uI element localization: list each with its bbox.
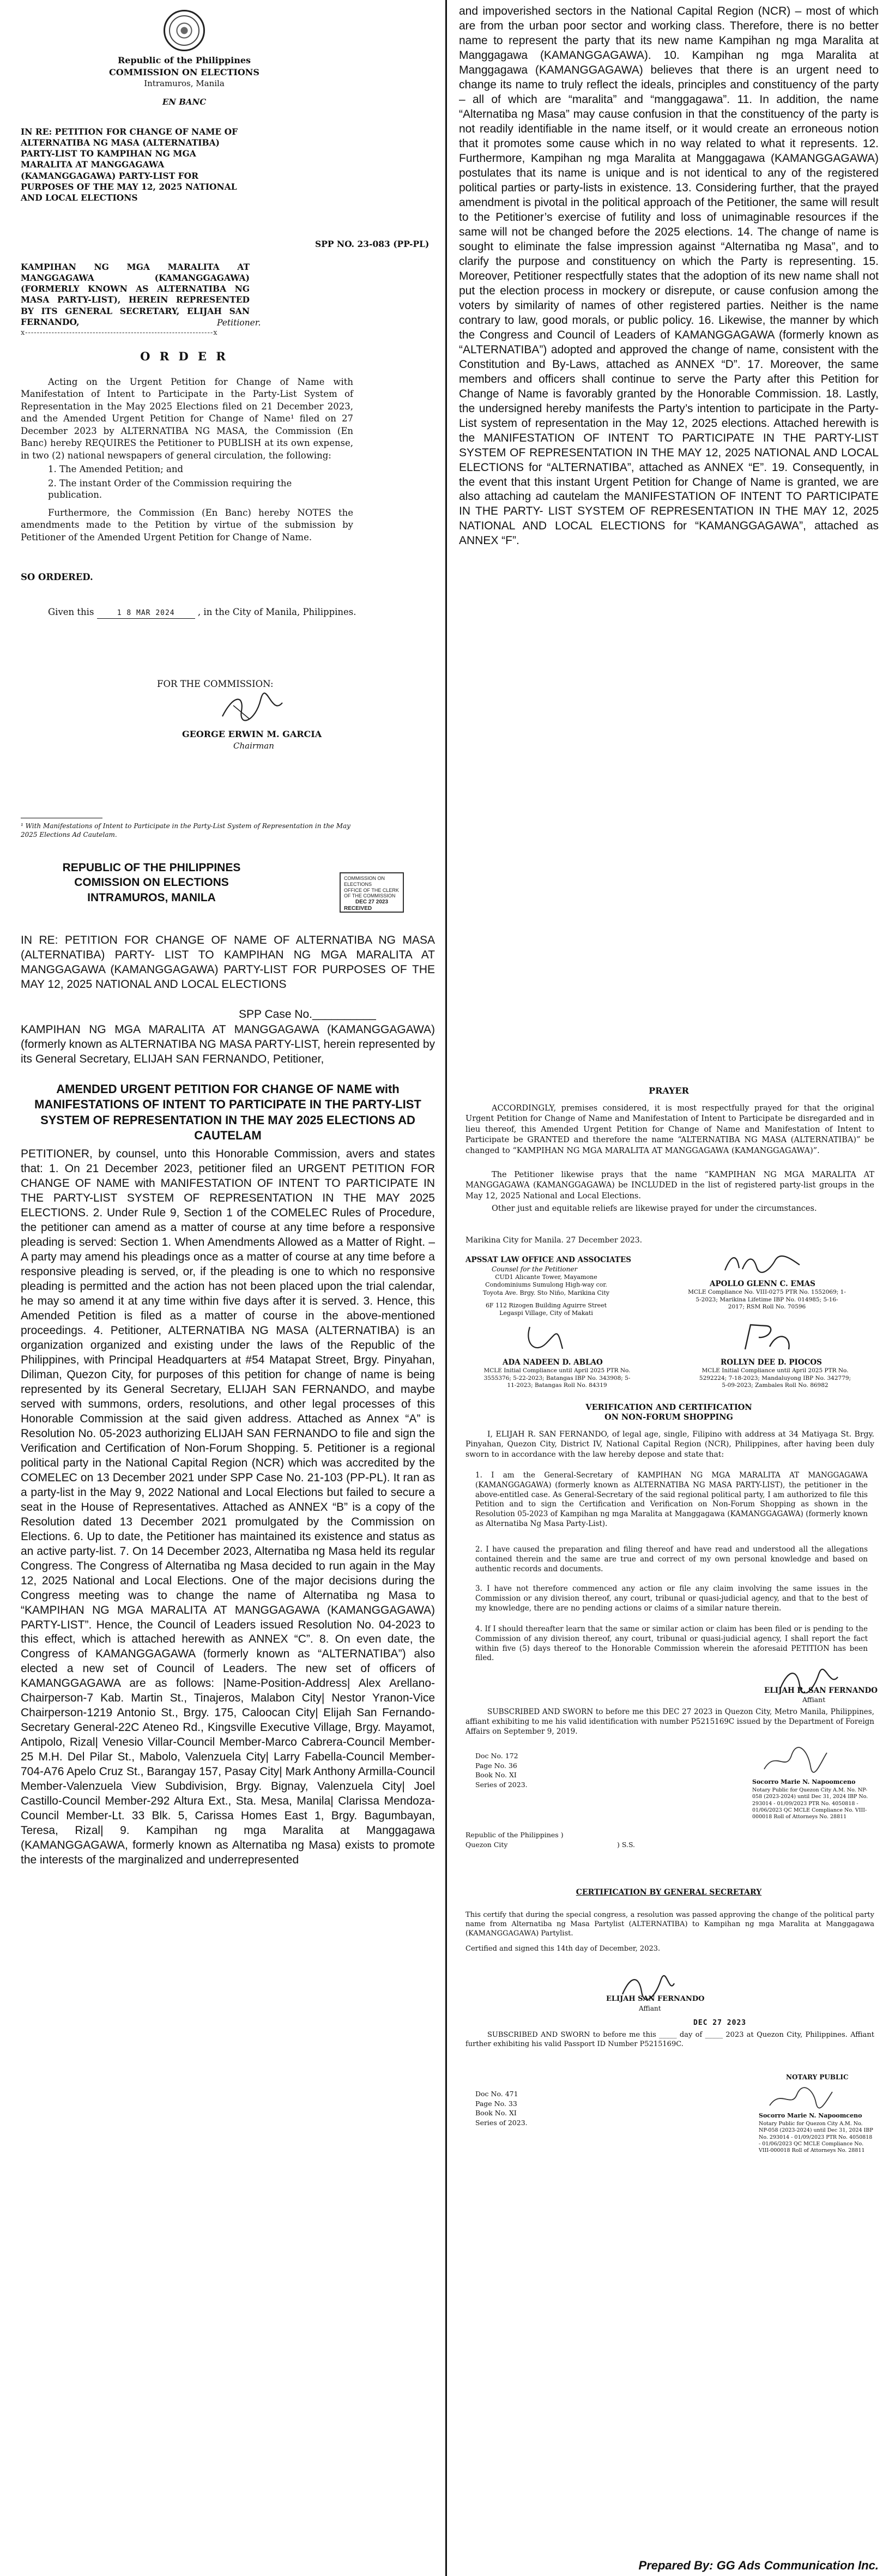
- left-column: [10, 0, 440, 2576]
- order-body-2: Furthermore, the Commission (En Banc) hereby NOTES the amendments made to the Petition by virtue of the submission by Petitioner of the Amended Urgent Petition for Change of Name.: [21, 508, 353, 542]
- footer-credit: Prepared By: GG Ads Communication Inc.: [638, 2559, 879, 2572]
- verification-item-3: 3. I have not therefore commenced any action or file any claim involving the same issues in the Commission or any division thereof, any court, tribunal or quasi-judicial agency, and that to the best of my knowledge, there are no pending actions or claims of a similar nature therein.: [475, 1584, 868, 1613]
- republic-line: Republic of the Philippines: [117, 55, 251, 65]
- comelec-seal-icon: [164, 10, 205, 51]
- certification-notary-details: Notary Public for Quezon City A.M. No. NP-058 (2023-2024) until Dec 31, 2024 IBP No. 293014 - 01/09/2023 PTR No. 4050818 - 01/06/2023 QC MCLE Compliance No. VIII-000018 Roll of Attorneys No. 28811: [759, 2121, 873, 2154]
- caption-separator: x----------------------------------------------------------------x: [21, 329, 218, 337]
- given-post: , in the City of Manila, Philippines.: [197, 607, 356, 617]
- case-caption: IN RE: PETITION FOR CHANGE OF NAME OF ALTERNATIBA NG MASA (ALTERNATIBA) PARTY-LIST TO KAMPIHAN NG MGA MARALITA AT MANGGAGAWA (KAMANGGAGAWA) PARTY-LIST FOR PURPOSES OF THE MAY 12, 2025 NATIONAL AND LOCAL ELECTIONS: [21, 126, 238, 203]
- certification-notary-name: Socorro Marie N. Napoomceno: [759, 2112, 862, 2119]
- stamp-date: DEC 27 2023: [355, 899, 389, 906]
- petition-header-3: INTRAMUROS, MANILA: [87, 891, 216, 904]
- law-firm-address-2: 6F 112 Rizogen Building Aguirre Street Legaspi Village, City of Makati: [485, 1302, 607, 1317]
- order-body-1: Acting on the Urgent Petition for Change of Name with Manifestation of Intent to Participate in the Party-List System of Representation in the May 2025 Elections filed on 21 December 2023, and the Amended Urgent Petition for Change of Name¹ filed on 27 December 2023 by ALTERNATIBA NG MASA, the Commission (En Banc) hereby REQUIRES the Petitioner to PUBLISH at its own expense, in two (2) national newspapers of general circulation, the following:: [21, 377, 353, 461]
- given-pre: Given this: [48, 607, 94, 617]
- verification-sworn: SUBSCRIBED AND SWORN to before me this DEC 27 2023 in Quezon City, Metro Manila, Philippines, affiant exhibiting to me his valid identification with number P5215169C issued by the Department of Foreign Affairs on September 9, 2019.: [465, 1708, 874, 1736]
- petition-caption: IN RE: PETITION FOR CHANGE OF NAME OF ALTERNATIBA NG MASA (ALTERNATIBA) PARTY- LIST TO KAMPIHAN NG MGA MARALITA AT MANGGAGAWA (KAMANGGAGAWA) PARTY-LIST FOR PURPOSES OF THE MAY 12, 2025 NATIONAL AND LOCAL ELECTIONS: [21, 934, 435, 991]
- law-firm-address: CUD1 Alicante Tower, Mayamone Condominiums Sumulong High-way cor. Toyota Ave. Brgy. Sto Niño, Marikina City: [482, 1274, 610, 1296]
- verification-book-no: Book No. XI: [475, 1771, 517, 1779]
- certification-series: Series of 2023.: [475, 2118, 528, 2127]
- chairman-name: GEORGE ERWIN M. GARCIA: [182, 729, 322, 739]
- column-divider: [445, 0, 447, 2576]
- prayer-p3: Other just and equitable reliefs are likewise prayed for under the circumstances.: [492, 1204, 817, 1213]
- order-footnote: ¹ With Manifestations of Intent to Participate in the Party-List System of Representation in the May 2025 Elections Ad Cautelam.: [21, 822, 350, 838]
- lawyer-2-signature-icon: [519, 1322, 573, 1360]
- affiant-label: Affiant: [802, 1696, 826, 1704]
- verification-doc-no: Doc No. 172: [475, 1752, 518, 1760]
- order-title: O R D E R: [140, 349, 228, 363]
- certification-affiant: Affiant: [639, 2005, 661, 2012]
- stamp-line-2: OFFICE OF THE CLERK OF THE COMMISSION: [344, 887, 399, 899]
- lawyer-2-info: MCLE Initial Compliance until April 2025 PTR No. 3555376; 5-22-2023; Batangas IBP No. 343908; 5-11-2023; Batangas Roll No. 84319: [483, 1367, 631, 1389]
- chairman-signature-icon: [217, 689, 288, 727]
- petition-header-1: REPUBLIC OF THE PHILIPPINES: [62, 861, 241, 874]
- for-commission: FOR THE COMMISSION:: [157, 679, 274, 689]
- en-banc-label: EN BANC: [162, 97, 207, 107]
- prayer-title: PRAYER: [649, 1085, 689, 1096]
- certification-notary-signature-icon: [764, 2084, 835, 2111]
- prayer-p1: ACCORDINGLY, premises considered, it is most respectfully prayed for that the original Urgent Petition for Change of Name and Manifestation of Intent to Participate be disregarded and in lieu thereof, this Amended Urgent Petition for Change of Name and Manifestation of Intent to Participate be GRANTED and therefore the name “ALTERNATIBA NG MASA (ALTERNATIBA)” be changed to “KAMPIHAN NG MGA MARALITA AT MANGGAGAWA (KAMANGGAGAWA)”.: [465, 1104, 874, 1155]
- spp-number: SPP NO. 23-083 (PP-PL): [315, 239, 430, 249]
- order-item-1: 1. The Amended Petition; and: [48, 464, 184, 474]
- stamp-received: RECEIVED: [344, 906, 372, 912]
- verification-series: Series of 2023.: [475, 1780, 528, 1789]
- lawyer-2-name: ADA NADEEN D. ABLAO: [503, 1358, 603, 1367]
- ss-venue: ) S.S.: [617, 1841, 636, 1849]
- notary-public-label: NOTARY PUBLIC: [786, 2073, 849, 2081]
- given-date-stamp: 1 8 MAR 2024: [97, 608, 195, 619]
- verification-intro: I, ELIJAH R. SAN FERNANDO, of legal age, single, Filipino with address at 34 Matiyaga St. Brgy. Pinyahan, Quezon City, District IV, National Capital Region (NCR), Philippines, after having been duly sworn to in accordance with the law hereby depose and state that:: [465, 1430, 874, 1459]
- order-header: [10, 10, 359, 108]
- lawyer-1-signature-icon: [721, 1248, 802, 1279]
- spp-case-number: SPP Case No.__________: [239, 1008, 376, 1021]
- commission-line: COMMISSION ON ELECTIONS: [109, 67, 259, 77]
- lawyer-3-signature-icon: [737, 1319, 797, 1358]
- certification-certified: Certified and signed this 14th day of December, 2023.: [465, 1945, 661, 1953]
- certification-doc-no: Doc No. 471: [475, 2090, 518, 2098]
- lawyer-1-name: APOLLO GLENN C. EMAS: [710, 1280, 815, 1288]
- certification-sworn-date: DEC 27 2023: [693, 2019, 747, 2027]
- lawyer-3-info: MCLE Initial Compliance until April 2025 PTR No. 5292224; 7-18-2023; Mandaluyong IBP No. 342779; 5-09-2023; Zambales Roll No. 86982: [699, 1367, 851, 1389]
- verification-item-1: 1. I am the General-Secretary of KAMPIHAN NG MGA MARALITA AT MANGGAGAWA (KAMANGGAGAWA) (formerly known as ALTERNATIBA NG MASA PARTY-LIST), the petitioner in the above-entitled case. As General-Secretary of the said regional political party, I am authorized to file this Petition and to sign the Certification and Verification on Non-Forum Shopping as shown in the Resolution 05-2023 of Kampihan ng mga Maralita at Manggagawa (KAMANGGAGAWA) (formerly known as Alternatiba Ng Masa Party-List).: [475, 1471, 868, 1529]
- stamp-line-1: COMMISSION ON ELECTIONS: [344, 876, 385, 887]
- certification-title: CERTIFICATION BY GENERAL SECRETARY: [576, 1888, 762, 1897]
- petition-title: AMENDED URGENT PETITION FOR CHANGE OF NAME with MANIFESTATIONS OF INTENT TO PARTICIPATE IN THE PARTY-LIST SYSTEM OF REPRESENTATION IN THE MAY 2025 ELECTIONS AD CAUTELAM: [34, 1082, 421, 1142]
- petition-petitioner: KAMPIHAN NG MGA MARALITA AT MANGGAGAWA (KAMANGGAGAWA) (formerly known as ALTERNATIBA NG MASA PARTY-LIST, herein represented by its General Secretary, ELIJAH SAN FERNANDO, Petitioner,: [21, 1023, 435, 1065]
- verification-subtitle: ON NON-FORUM SHOPPING: [604, 1413, 733, 1422]
- certification-doc-block: [475, 2089, 528, 2127]
- chairman-title: Chairman: [233, 741, 274, 751]
- right-column: [453, 0, 884, 2576]
- law-firm: APSSAT LAW OFFICE AND ASSOCIATES: [465, 1256, 631, 1264]
- affiant-name: ELIJAH R. SAN FERNANDO: [764, 1686, 878, 1695]
- lawyer-1-info: MCLE Compliance No. VIII-0275 PTR No. 1552069; 1-5-2023; Marikina Lifetime IBP No. 014985; 5-16-2017; RSM Roll No. 70596: [688, 1289, 846, 1311]
- verification-doc-block: [475, 1751, 528, 1789]
- certification-body: This certify that during the special congress, a resolution was passed approving the change of the political party name from Alternatiba ng Masa Partylist (ALTERNATIBA) to Kampihan ng mga Maralita at Manggagawa (KAMANGGAGAWA) Partylist.: [465, 1911, 874, 1938]
- city-line: Intramuros, Manila: [144, 79, 225, 89]
- petition-header-2: COMISSION ON ELECTIONS: [74, 876, 229, 889]
- verification-title: VERIFICATION AND CERTIFICATION: [585, 1403, 752, 1412]
- verification-page-no: Page No. 36: [475, 1761, 517, 1770]
- prayer-place-date: Marikina City for Manila. 27 December 2023.: [465, 1236, 643, 1245]
- republic-venue: Republic of the Philippines ): [465, 1831, 564, 1839]
- petition-body-right: and impoverished sectors in the National Capital Region (NCR) – most of which are from the urban poor sector and working class. Therefore, there is no better name to represent the party that its new name Kampihan ng mga Maralita at Manggagawa (KAMANGGAGAWA). 10. Kampihan ng mga Maralita at Manggagawa (KAMANGGAGAWA) believes that there is an urgent need to change its name to truly reflect the ideals, principles and constituency of the party – all of which are “maralita” and “manggagawa”. 11. In addition, the name “Alternatiba ng Masa” may cause confusion in that the constituency of the party is not readily identifiable in the name itself, or it would create an erroneous notion that it promotes some cause which in no way related to what it represents. 12. Furthermore, Kampihan ng mga Maralita at Manggagawa (KAMANGGAGAWA) postulates that its name is unique and is not identical to any of the registered political parties or party-lists in existence. 13. Considering further, that the prayed amendment is pivotal in the political approach of the Petitioner, the same will result to the Petitioner’s exercise of futility and loss of unimaginable resources if the same will not be changed before the 2025 elections. 14. The change of name is sought to eliminate the false impression against “Alternatiba ng Masa”, and to clarify the purpose and constituency on which the Party is representing. 15. Moreover, Petitioner respectfully states that the adoption of its new name shall not put the election process in mockery or disrepute, or cause confusion among the voters by similarity of names of other registered parties. Neither is the name contrary to law, good morals, or public policy. 16. Likewise, the manner by which the Congress and Council of Leaders of KAMANGGAGAWA (formerly known as “ALTERNATIBA”) adopted and approved the change of name, consistent with the Constitution and By-Laws, attached as ANNEX “D”. 17. Moreover, the same members and officers shall continue to serve the Party after this Petition for Change of Name is favorably granted by the Honorable Commission. 18. Lastly, the undersigned hereby manifests the Party’s intention to participate in the Party-List system of representation in the May 12, 2025 elections. Attached herewith is the MANIFESTATION OF INTENT TO PARTICIPATE IN THE PARTY-LIST SYSTEM OF REPRESENTATION IN THE MAY 12, 2025 NATIONAL AND LOCAL ELECTIONS for “ALTERNATIBA”, attached as ANNEX “E”. 19. Consequently, in the event that this instant Urgent Petition for Change of Name is granted, we are also attaching ad cautelam the MANIFESTATION OF INTENT TO PARTICIPATE IN THE PARTY- LIST SYSTEM OF REPRESENTATION IN THE MAY 12, 2025 NATIONAL AND LOCAL ELECTIONS for “KAMANGGAGAWA”, attached as ANNEX “F”.: [459, 5, 879, 547]
- notary-signature-icon: [759, 1745, 830, 1777]
- petition-body-left: PETITIONER, by counsel, unto this Honorable Commission, avers and states that: 1. On 21 December 2023, petitioner filed an URGENT PETITION FOR CHANGE OF NAME with MANIFESTATION OF INTENT TO PARTICIPATE IN THE PARTY-LIST SYSTEM OF REPRESENTATION IN THE MAY 2025 ELECTIONS. 2. Under Rule 9, Section 1 of the COMELEC Rules of Procedure, the petitioner can amend as a matter of course at any time before a responsive pleading is served: Section 1. When Amendments Allowed as a Matter of Right. – A party may amend his pleadings once as a matter of course at any time before a responsive pleading is served, or, if the pleading is one to which no responsive pleading is permitted and the action has not been placed upon the trial calendar, he may so amend it at any time within five days after it is served. 3. Hence, this Amended Petition is filed as a matter of course in the above-mentioned proceedings. 4. Petitioner, ALTERNATIBA NG MASA (ALTERNATIBA) is an organization organized and existing under the laws of the Republic of the Philippines, with Principal Headquarters at #54 Matapat Street, Brgy. Pinyahan, Diliman, Quezon City, for purposes of this petition for change of name is being represented by its General Secretary, ELIJAH SAN FERNANDO, and maybe served with summons, orders, resolutions, and other legal processes of this Honorable Commission at the said given address. Attached as Annex “A” is Resolution No. 05-2023 authorizing ELIJAH SAN FERNANDO to file and sign the Verification and Certification of Non-Forum Shopping. 5. Petitioner is a regional political party in the National Capital Region (NCR) which was accredited by the COMELEC on 13 December 2021 under SPP Case No. 21-103 (PP-PL). It ran as a party-list in the May 9, 2022 National and Local Elections but failed to secure a seat in the House of Representatives. Attached as ANNEX “B” is a copy of the Resolution dated 13 December 2021 promulgated by the Commission on Elections. 6. Up to date, the Petitioner has maintained its existence and status as an active party-list. 7. On 14 December 2023, Alternatiba ng Masa held its regular Congress. The Congress of Alternatiba ng Masa decided to run again in the May 12, 2025 National and Local Elections. One of the major decisions during the Congress meeting was to change the name of Alternatiba ng Masa to “KAMPIHAN NG MGA MARALITA AT MANGGAGAWA (KAMANGGAGAWA) PARTY-LIST”. Hence, the Council of Leaders issued Resolution No. 04-2023 to this effect, which is attached herewith as ANNEX “C”. 8. On even date, the Congress of KAMANGGAGAWA (formerly known as “ALTERNATIBA”) also elected a new set of Council of Leaders. The new set of officers of KAMANGGAGAWA are as follows: |Name-Position-Address| Alex Arellano-Chairperson-7 Kab. Martin St., Tinajeros, Malabon City| Nestor Yranon-Vice Chairperson-1219 Antonio St., Brgy. 175, Caloocan City| Elijah San Fernando-Secretary General-22C Ateneo Rd., Kingsville Executive Village, Brgy. Mayamot, Antipolo, Rizal| Venesio Villar-Council Member-Marco Cabrera-Council Member-25 M.H. Del Pilar St., Mabolo, Valenzuela City| Larry Fabella-Council Member-704-A76 Apelo Cruz St., Barangay 157, Pasay City| Mark Anthony Armilla-Council Member-Valenzuela View Subdivision, Brgy. Bignay, Valenzuela City| Joel Castillo-Council Member-292 Altura Ext., Sta. Mesa, Manila| Clarissa Mendoza-Council Member-Lt. 33 Blk. 5, Carissa Homes East 1, Brgy. Bagumbayan, Teresa, Rizal| 9. Kampihan ng mga Maralita at Manggagawa (KAMANGGAGAWA, formerly known as Alternatiba ng Masa) exists to promote the interests of the marginalized and underrepresented: [21, 1148, 435, 1867]
- law-firm-sub: Counsel for the Petitioner: [492, 1265, 578, 1273]
- certification-signer: ELIJAH SAN FERNANDO: [606, 1995, 705, 2003]
- prayer-p2: The Petitioner likewise prays that the name “KAMPIHAN NG MGA MARALITA AT MANGGAGAWA (KAMANGGAGAWA) be INCLUDED in the list of registered party-list groups in the May 12, 2025 National and Local Elections.: [465, 1171, 874, 1200]
- certification-sworn: SUBSCRIBED AND SWORN to before me this _____ day of _____ 2023 at Quezon City, Philippines. Affiant further exhibiting his valid Passport ID Number P5215169C.: [465, 2031, 874, 2049]
- verification-item-4: 4. If I should thereafter learn that the same or similar action or claim has been filed or is pending to the Commission of any division thereof, any court, tribunal or quasi-judicial agency, I shall report the fact within five (5) days thereof to the Honorable Commission wherein the aforesaid PETITION has been filed.: [475, 1625, 868, 1663]
- order-item-2: 2. The instant Order of the Commission requiring the publication.: [48, 478, 292, 500]
- petitioner-caption: KAMPIHAN NG MGA MARALITA AT MANGGAGAWA (KAMANGGAGAWA) (FORMERLY KNOWN AS ALTERNATIBA NG MASA PARTY-LIST), HEREIN REPRESENTED BY ITS GENERAL SECRETARY, ELIJAH SAN FERNANDO,: [21, 262, 250, 327]
- quezon-venue: Quezon City: [465, 1841, 508, 1849]
- received-stamp: [340, 872, 404, 913]
- petitioner-label: Petitioner.: [217, 318, 261, 328]
- lawyer-3-name: ROLLYN DEE D. PIOCOS: [721, 1358, 822, 1367]
- certification-page-no: Page No. 33: [475, 2099, 517, 2108]
- so-ordered: SO ORDERED.: [21, 572, 93, 582]
- given-line: [21, 606, 359, 619]
- verification-item-2: 2. I have caused the preparation and filing thereof and have read and understood all the allegations contained therein and the same are true and correct of my own personal knowledge and based on authentic records and documents.: [475, 1545, 868, 1573]
- notary-details: Notary Public for Quezon City A.M. No. NP-058 (2023-2024) until Dec 31, 2024 IBP No. 293014 - 01/09/2023 PTR No. 4050818 - 01/06/2023 QC MCLE Compliance No. VIII-000018 Roll of Attorneys No. 28811: [752, 1787, 868, 1820]
- certification-book-no: Book No. XI: [475, 2109, 517, 2117]
- notary-name: Socorro Marie N. Napoomceno: [752, 1778, 856, 1785]
